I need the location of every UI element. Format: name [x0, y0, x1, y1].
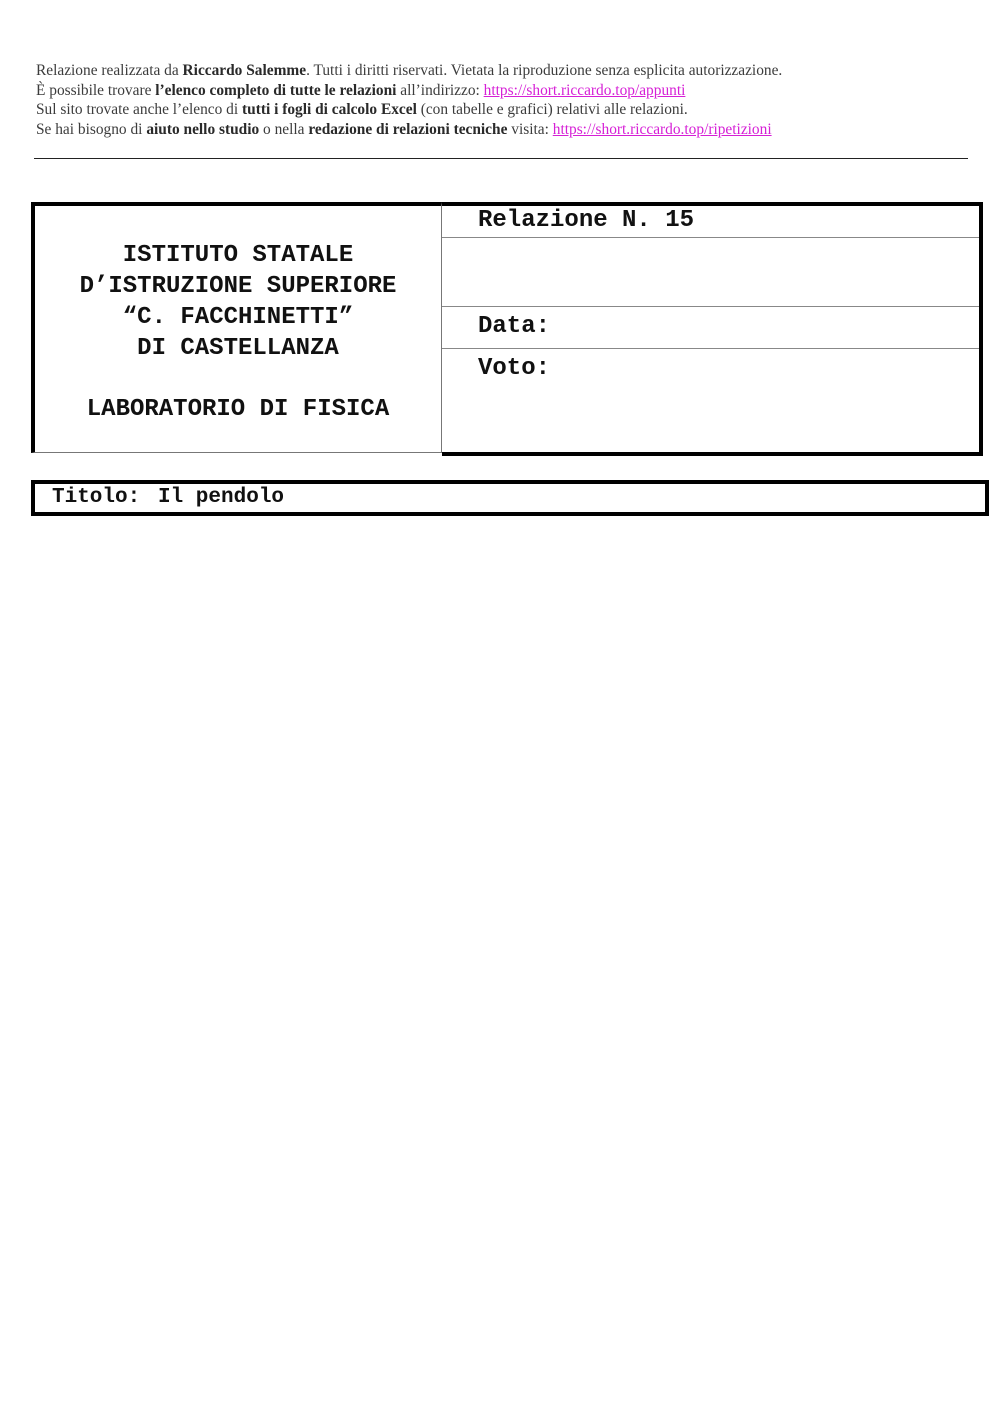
help-bold-2: redazione di relazioni tecniche: [308, 120, 508, 138]
report-header-table: [31, 202, 985, 455]
title-value: Il pendolo: [158, 486, 285, 509]
report-number: Relazione N. 15: [442, 206, 979, 238]
help-text-3: visita:: [507, 120, 553, 138]
reports-list-text-1: È possibile trovare: [36, 81, 156, 99]
copyright-text-2: . Tutti i diritti riservati. Vietata la riproduzione senza esplicita autorizzazione.: [306, 62, 783, 79]
title-box: [31, 480, 989, 516]
header-notes: [36, 61, 976, 139]
excel-text-1: Sul sito trovate anche l’elenco di: [36, 101, 243, 118]
blank-cell: [442, 238, 979, 307]
school-line-2: D’ISTRUZIONE SUPERIORE: [79, 273, 397, 300]
reports-list-text-2: all’indirizzo:: [396, 81, 484, 99]
school-name: [35, 240, 441, 425]
author-name: Riccardo Salemme: [182, 62, 307, 79]
school-line-1: ISTITUTO STATALE: [122, 242, 354, 269]
copyright-line: [36, 61, 976, 81]
school-line-3: “C. FACCHINETTI”: [122, 304, 354, 331]
copyright-text-1: Relazione realizzata da: [36, 62, 183, 79]
report-details: [442, 202, 983, 456]
lab-name: LABORATORIO DI FISICA: [86, 396, 390, 423]
help-line: [36, 120, 976, 140]
reports-list-bold: l’elenco completo di tutte le relazioni: [155, 81, 397, 99]
help-text-2: o nella: [259, 120, 309, 138]
appunti-link[interactable]: https://short.riccardo.top/appunti: [483, 81, 686, 99]
excel-text-2: (con tabelle e grafici) relativi alle relazioni.: [416, 101, 688, 118]
school-line-4: DI CASTELLANZA: [137, 335, 339, 362]
header-divider: [34, 158, 968, 159]
grade-label: Voto:: [478, 355, 551, 382]
spacer: [35, 364, 441, 394]
ripetizioni-link[interactable]: https://short.riccardo.top/ripetizioni: [552, 120, 772, 138]
school-cell: [31, 202, 442, 453]
help-bold-1: aiuto nello studio: [146, 120, 260, 138]
help-text-1: Se hai bisogno di: [36, 120, 147, 138]
excel-bold: tutti i fogli di calcolo Excel: [242, 101, 417, 118]
date-label: Data:: [442, 307, 979, 349]
title-label: Titolo:: [52, 486, 141, 509]
reports-list-line: [36, 81, 976, 101]
excel-line: [36, 100, 976, 120]
